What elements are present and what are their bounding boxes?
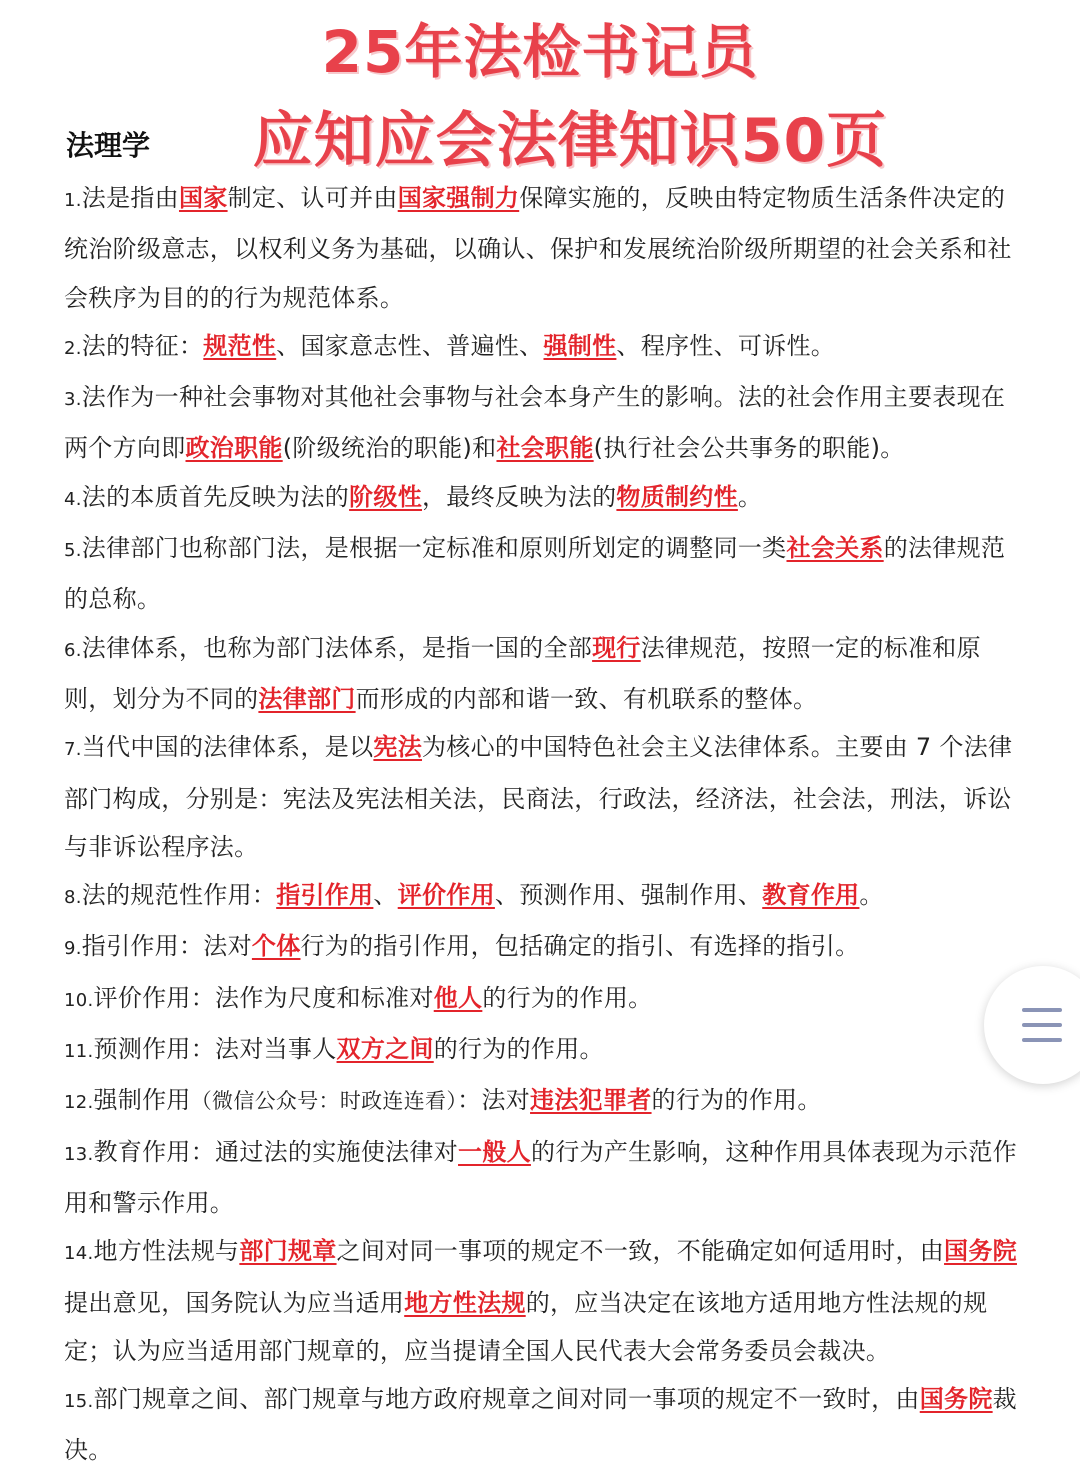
text-segment: 指引作用：法对 <box>81 932 252 961</box>
text-segment: 法的特征： <box>81 331 204 360</box>
law-item-1 <box>64 174 1024 322</box>
law-item-6 <box>64 624 1024 724</box>
article-body <box>64 174 1024 1475</box>
text-segment: 法是指由 <box>81 184 179 212</box>
text-segment: 强制作用 <box>93 1086 191 1115</box>
text-segment: 提出意见，国务院认为应当适用 <box>64 1288 405 1317</box>
highlighted-keyword: 规范性 <box>203 331 277 360</box>
highlighted-keyword: 指引作用 <box>276 881 374 910</box>
text-segment: 评价作用：法作为尺度和标准对 <box>93 983 434 1012</box>
item-number: 6. <box>64 639 82 661</box>
highlighted-keyword: 强制性 <box>543 331 617 360</box>
text-segment: ，最终反映为法的 <box>422 482 617 511</box>
title-line-2: 应知应会法律知识50页 <box>252 106 888 176</box>
text-segment: 的行为的作用。 <box>651 1086 822 1115</box>
text-segment: 法律规范，按照一定的标准和原则，划分为不同的 <box>64 633 981 713</box>
highlighted-keyword: 法律部门 <box>258 684 356 713</box>
highlighted-keyword: 双方之间 <box>336 1035 434 1064</box>
item-number: 5. <box>64 540 82 562</box>
law-item-3 <box>64 373 1024 473</box>
text-segment: 地方性法规与 <box>93 1237 240 1266</box>
highlighted-keyword: 阶级性 <box>349 482 422 511</box>
highlighted-keyword: 违法犯罪者 <box>530 1086 652 1115</box>
hamburger-menu-icon <box>1022 1008 1062 1012</box>
highlighted-keyword: 个体 <box>251 932 301 961</box>
highlighted-keyword: 社会关系 <box>786 534 884 563</box>
text-segment: 法作为一种社会事物对其他社会事物与社会本身产生的影响。法的社会作用主要表现在两个方向即 <box>64 383 1006 463</box>
highlighted-keyword: 教育作用 <box>762 881 860 910</box>
text-segment: 之间对同一事项的规定不一致，不能确定如何适用时，由 <box>336 1237 945 1266</box>
text-segment: 制定、认可并由 <box>227 184 398 212</box>
text-segment: 保障实施的，反映由特定物质生活条件决定的统治阶级意志，以权利义务为基础，以确认、保护和发展统治阶级所期望的社会关系和社会秩序为目的的行为规范体系。 <box>64 184 1012 312</box>
law-item-7 <box>64 723 1024 871</box>
text-segment: 裁决。 <box>64 1385 1017 1465</box>
text-segment: ：法对 <box>457 1086 531 1115</box>
highlighted-keyword: 现行 <box>592 633 641 662</box>
text-segment: 。 <box>737 482 763 511</box>
text-segment: 的行为的作用。 <box>482 983 653 1012</box>
text-segment: 当代中国的法律体系，是以 <box>81 733 374 762</box>
highlighted-keyword: 国务院 <box>919 1385 993 1414</box>
law-item-5 <box>64 524 1024 624</box>
text-segment: 教育作用：通过法的实施使法律对 <box>93 1137 459 1166</box>
highlighted-keyword: 一般人 <box>458 1137 531 1166</box>
text-segment: 。 <box>859 881 884 910</box>
text-segment: 法律体系，也称为部门法体系，是指一国的全部 <box>81 633 593 662</box>
highlighted-keyword: 国务院 <box>944 1237 1017 1266</box>
text-segment: 行为的指引作用，包括确定的指引、有选择的指引。 <box>300 932 860 961</box>
highlighted-keyword: 评价作用 <box>397 881 495 910</box>
item-number: 2. <box>64 337 82 359</box>
item-number: 1. <box>64 190 82 211</box>
text-segment: 部门规章之间、部门规章与地方政府规章之间对同一事项的规定不一致时，由 <box>93 1385 920 1414</box>
item-number: 15. <box>64 1391 94 1413</box>
hamburger-menu-icon-bar <box>1022 1038 1062 1042</box>
law-item-12 <box>64 1076 1024 1127</box>
text-segment: 的行为产生影响，这种作用具体表现为示范作用和警示作用。 <box>64 1137 1017 1217</box>
section-heading: 法理学 <box>66 129 151 162</box>
text-segment: 法的规范性作用： <box>81 881 277 910</box>
text-segment: 法律部门也称部门法，是根据一定标准和原则所划定的调整同一类 <box>81 534 787 563</box>
highlighted-keyword: 他人 <box>433 983 483 1012</box>
law-item-11 <box>64 1025 1024 1076</box>
item-number: 12. <box>64 1092 94 1114</box>
item-number: 9. <box>64 938 82 960</box>
text-segment: 而形成的内部和谐一致、有机联系的整体。 <box>355 684 818 713</box>
text-segment: 、程序性、可诉性。 <box>616 331 836 360</box>
text-segment: 预测作用：法对当事人 <box>93 1035 337 1064</box>
text-segment: 为核心的中国特色社会主义法律体系。主要由 7 个法律部门构成，分别是：宪法及宪法相关法，民商法，行政法，经济法，社会法，刑法，诉讼与非诉讼程序法。 <box>64 733 1013 861</box>
item-number: 7. <box>64 739 82 761</box>
text-segment: (阶级统治的职能)和 <box>282 434 497 463</box>
highlighted-keyword: 部门规章 <box>239 1237 337 1266</box>
text-segment: 的行为的作用。 <box>433 1035 604 1064</box>
law-item-4 <box>64 473 1024 524</box>
highlighted-keyword: 政治职能 <box>185 434 283 463</box>
item-number: 8. <box>64 887 82 909</box>
text-segment: 的法律规范的总称。 <box>64 534 1006 614</box>
highlighted-keyword: 宪法 <box>373 733 422 762</box>
hamburger-menu-icon-bar <box>1022 1023 1062 1027</box>
law-item-9 <box>64 922 1024 973</box>
item-number: 13. <box>64 1143 94 1165</box>
item-number: 11. <box>64 1041 94 1063</box>
text-segment: 、国家意志性、普遍性、 <box>276 331 544 360</box>
source-note: （微信公众号：时政连连看） <box>190 1089 458 1114</box>
title-line-1: 25年法检书记员 <box>321 18 759 86</box>
law-item-2 <box>64 322 1024 373</box>
item-number: 4. <box>64 488 82 510</box>
item-number: 3. <box>64 389 82 411</box>
highlighted-keyword: 国家 <box>178 184 228 212</box>
law-item-8 <box>64 871 1024 922</box>
law-item-13 <box>64 1128 1024 1228</box>
law-item-15 <box>64 1375 1024 1475</box>
item-number: 10. <box>64 989 94 1011</box>
highlighted-keyword: 国家强制力 <box>397 184 520 212</box>
text-segment: (执行社会公共事务的职能)。 <box>593 434 905 463</box>
item-number: 14. <box>64 1243 94 1265</box>
law-item-14 <box>64 1227 1024 1375</box>
text-segment: 、 <box>373 881 398 910</box>
highlighted-keyword: 物质制约性 <box>616 482 738 511</box>
law-item-10 <box>64 974 1024 1025</box>
text-segment: 法的本质首先反映为法的 <box>81 482 350 511</box>
text-segment: 的，应当决定在该地方适用地方性法规的规定；认为应当适用部门规章的，应当提请全国人民代表大会常务委员会裁决。 <box>64 1288 988 1365</box>
highlighted-keyword: 地方性法规 <box>404 1288 526 1317</box>
text-segment: 、预测作用、强制作用、 <box>494 881 763 910</box>
highlighted-keyword: 社会职能 <box>496 434 594 463</box>
